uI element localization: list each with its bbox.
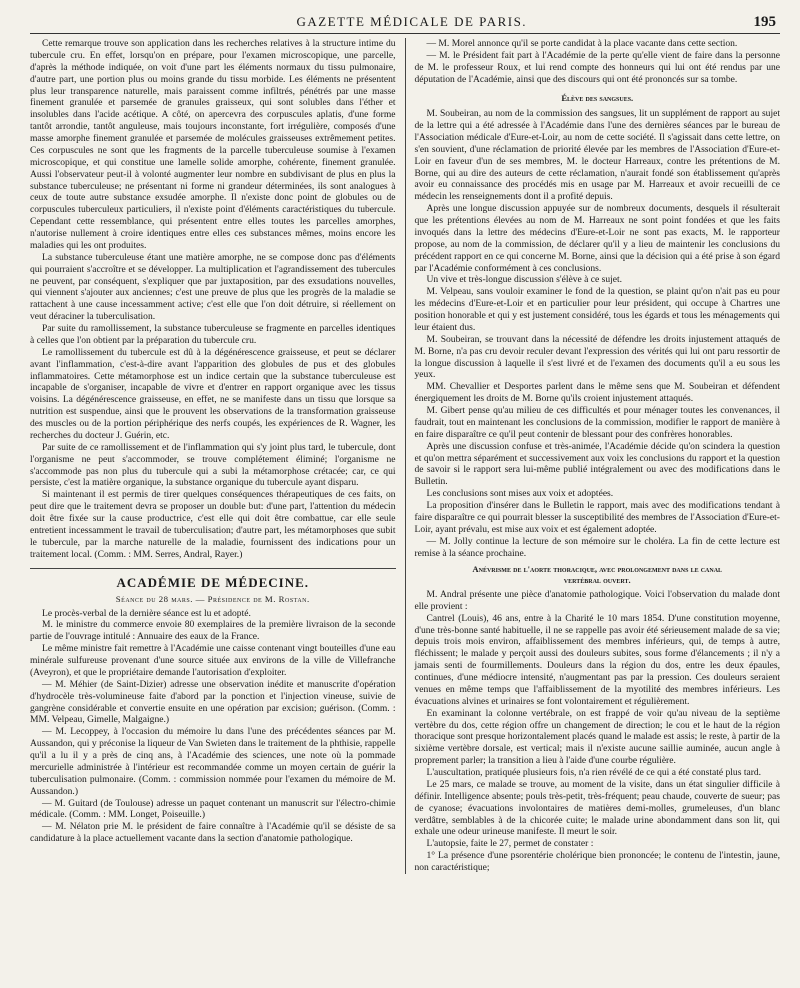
journal-title: GAZETTE MÉDICALE DE PARIS. — [296, 14, 528, 29]
paragraph: Après une discussion confuse et très-animée, l'Académie décide qu'on scindera la question et qu'on mettra séparément et successivement aux voix les conclusions du rapport et la question de savoir si le rapport sera lui-même publié intégralement ou avec des modifications dans le Bulletin. — [414, 440, 780, 488]
paragraph: Cette remarque trouve son application dans les recherches relatives à la structure intime du tubercule cru. En effet, lorsqu'on en prépare, pour l'examen microscopique, une parcelle, d'après la méthode indiquée, on voit d'une part les éléments normaux du tissu pulmonaire, d'autre part, une portion plus ou moins grande du tissu morbide. Les éléments ne présentent plus leur transparence naturelle, mais paraissent comme infiltrés, pénétrés par une masse finement granulée et parsemée de granules graisseux, qui sont solubles dans l'éther et insolubles dans l'acide acétique. A côté, on apercevra des corpuscules aplatis, d'une forme tantôt arrondie, tantôt anguleuse, mais toujours inconstante, fort irrégulière, composés d'une masse amorphe finement granulée et parsemée de molécules graisseuses extrêmement petites. Ces corpuscules ne sont que les fragments de la parcelle tuberculeuse soumise à l'examen microscopique, et qui constitue une lamelle solide amorphe, cohérente, finement granulée. Aussi l'observateur peut-il à volonté augmenter leur nombre en subdivisant de plus en plus la substance tuberculeuse; ne présentant ni forme ni grandeur déterminées, ils sont analogues à ceux de toute autre substance exsudée amorphe. Il n'existe donc point de globules ou de corpuscules tuberculeux particuliers, il n'existe point d'éléments caractéristiques du tubercule. Cependant cette ressemblance, qui présentent entre elles toutes les parcelles amorphes, n'autorise nullement à croire identiques entre elles ces substances mêmes, moins encore les maladies qui les ont produites. — [30, 38, 396, 251]
paragraph: Le ramollissement du tubercule est dû à la dégénérescence graisseuse, et peut se déclarer avant l'inflammation, c'est-à-dire avant l'apparition des globules de pus et des globules inflammatoires. Cette métamorphose est un indice certain que la substance tuberculeuse est incapable de s'organiser, incapable de vivre et d'entrer en rapport organique avec les tissus voisins. La dégénérescence graisseuse, en effet, ne se manifeste dans un tissu que lorsque sa nutrition est suspendue, ainsi que le prouvent les observations de la transformation graisseuse des muscles ou de la portion périphérique des nerfs coupés, les expériences de R. Wagner, les recherches du docteur J. Guérin, etc. — [30, 346, 396, 441]
page-number: 195 — [753, 14, 776, 30]
paragraph: Le même ministre fait remettre à l'Académie une caisse contenant vingt bouteilles d'une eau minérale sulfureuse provenant d'une source située aux environs de la ville de Villefranche (Aveyron), et que le propriétaire demande l'autorisation d'exploiter. — [30, 643, 396, 678]
paragraph: MM. Chevallier et Desportes parlent dans le même sens que M. Soubeiran et défendent énergiquement les droits de M. Borne qu'ils croient injustement attaqués. — [414, 381, 780, 405]
paragraph: L'autopsie, faite le 27, permet de constater : — [426, 838, 594, 850]
heading-leeches: Élève des sangsues. — [561, 92, 634, 103]
paragraph: Les conclusions sont mises aux voix et adoptées. — [426, 488, 614, 500]
paragraph: La substance tuberculeuse étant une matière amorphe, ne se compose donc pas d'éléments qui pourraient s'accroître et se développer. La multiplication et l'agrandissement des tubercules ne peuvent, par conséquent, s'expliquer que par juxtaposition, par des exsudations nouvelles, qui viennent s'ajouter aux anciennes; c'est une preuve de plus que les progrès de la maladie se rattachent à une cause incessamment active; c'est elle que l'on doit détruire, si réellement on veut déraciner la tuberculisation. — [30, 251, 396, 323]
paragraph: — M. Jolly continue la lecture de son mémoire sur le choléra. La fin de cette lecture est remise à la séance prochaine. — [414, 535, 780, 559]
paragraph: Cantrel (Louis), 46 ans, entre à la Charité le 10 mars 1854. D'une constitution moyenne, d'une très-bonne santé habituelle, il ne se rappelle pas avoir été sérieusement malade de sa vie; depuis trois mois environ, affaiblissement des membres inférieurs, qui, de temps à autre, fléchissent; le malade y perçoit aussi des douleurs subites, sous forme d'élancements ; il n'y a jamais senti de fourmillements. Douleurs dans la région du dos, entre les deux épaules, continues, d'une médiocre intensité, n'augmentant pas par la pression. Ces douleurs seraient venues en même temps que l'affaiblissement de la myotilité des membres inférieurs. Les évacuations alvines et urinaires se font volontairement et régulièrement. — [414, 612, 780, 707]
paragraph: — M. le Président fait part à l'Académie de la perte qu'elle vient de faire dans la personne de M. le professeur Roux, et lui rend compte des honneurs qui lui ont été rendus par une députation de l'Académie, ainsi que des discours qui ont été prononcés sur sa tombe. — [414, 49, 780, 85]
paragraph: L'auscultation, pratiquée plusieurs fois, n'a rien révélé de ce qui a été constaté plus tard. — [426, 767, 762, 779]
paragraph: M. Soubeiran, au nom de la commission des sangsues, lit un supplément de rapport au sujet de la lettre qui a été adressée à l'Académie dans l'une des dernières séances par le bureau de l'Association médicale d'Eure-et-Loir, au nom de cette société. Il s'agissait dans cette lettre, on s'en souvient, d'une réclamation de priorité élevée par les membres de l'Association d'Eure-et-Loir en faveur d'un de ses membres, M. le docteur Harreaux, contre les prétentions de M. Borne, qui au dire des auteurs de cette réclamation, n'aurait fondé son établissement qu'après avoir eu connaissance des procédés mis en usage par M. Harreaux et avoir recueilli de ce médecin les renseignements dont il a profité depuis. — [414, 108, 780, 203]
text-columns — [30, 38, 780, 874]
paragraph: Un vive et très-longue discussion s'élève à ce sujet. — [426, 274, 623, 286]
paragraph: — M. Nélaton prie M. le président de faire connaître à l'Académie qu'il se désiste de sa candidature à la place actuellement vacante dans la section d'anatomie pathologique. — [30, 821, 396, 845]
paragraph: — M. Méhier (de Saint-Dizier) adresse une observation inédite et manuscrite d'opération d'hydrocèle très-volumineuse faite d'abord par la ponction et l'injection vineuse, suivie de gangrène considérable et convertie ensuite en une opération par excision; guérison. (Comm. : MM. Velpeau, Gimelle, Malgaigne.) — [30, 678, 396, 726]
paragraph: 1° La présence d'une psorentérie cholérique bien prononcée; le contenu de l'intestin, jaune, non caractéristique; — [414, 850, 780, 874]
session-line: Séance du 28 mars. — Présidence de M. Rostan. — [115, 593, 310, 604]
paragraph: M. Gibert pense qu'au milieu de ces difficultés et pour ménager toutes les convenances, il faudrait, tout en maintenant les conclusions de la commission, modifier le rapport de manière à en faire disparaître ce qu'il peut contenir de blessant pour des confrères honorables. — [414, 405, 780, 440]
academy-title: ACADÉMIE DE MÉDECINE. — [116, 574, 310, 590]
paragraph: La proposition d'insérer dans le Bulletin le rapport, mais avec des modifications tendant à faire disparaître ce qui pourrait blesser la susceptibilité des membres de l'Association d'Eure-et-Loir, ayant prévalu, est mise aux voix et est également adoptée. — [414, 500, 780, 535]
paragraph: M. Velpeau, sans vouloir examiner le fond de la question, se plaint qu'on n'ait pas eu pour les médecins d'Eure-et-Loir et en particulier pour leur président, qui occupe à Chartres une position honorable et qui y est justement considéré, tous les égards et tous les ménagements qui leur étaient dus. — [414, 286, 780, 333]
paragraph: — M. Guitard (de Toulouse) adresse un paquet contenant un manuscrit sur l'électro-chimie médicale. (Comm. : MM. Longet, Poiseuille.) — [30, 797, 396, 821]
page-header — [30, 14, 780, 34]
paragraph: — M. Lecoppey, à l'occasion du mémoire lu dans l'une des précédentes séances par M. Aussandon, qui y préconise la liqueur de Van Swieten dans le traitement de la phthisie, rappelle qu'il a lu il y a près de cinq ans, à l'Académie des sciences, une note où la pommade mercurielle administrée à l'intérieur est recommandée comme un moyen certain de guérir la tuberculisation pulmonaire. (Comm. : commission nommée pour l'examen du mémoire de M. Aussandon.) — [30, 726, 396, 797]
paragraph: Par suite de ce ramollissement et de l'inflammation qui s'y joint plus tard, le tubercule, dont l'organisme ne peut s'accommoder, se trouve complétement éliminé; l'organisme ne s'accommode pas non plus du tubercule qui a subi la métamorphose crétacée; car, ce qui persiste, c'est la matière organique, la substance organique du tubercule ayant disparu. — [30, 441, 396, 489]
paragraph: Le procès-verbal de la dernière séance est lu et adopté. — [42, 607, 251, 619]
paragraph: Si maintenant il est permis de tirer quelques conséquences thérapeutiques de ces faits, on peut dire que le traitement devra se proposer un double but: d'une part, l'attention du médecin doit être fixée sur la cause productrice, c'est elle qui doit être combattue, car elle seule entretient incessamment le travail de tuberculisation; d'autre part, les métamorphoses que subit le tubercule, par la marche naturelle de la maladie, fournissent des indications pour un traitement local. (Comm. : MM. Serres, Andral, Rayer.) — [30, 489, 396, 560]
paragraph: M. Andral présente une pièce d'anatomie pathologique. Voici l'observation du malade dont elle provient : — [414, 588, 780, 612]
paragraph: M. le ministre du commerce envoie 80 exemplaires de la première livraison de la seconde partie de l'ouvrage intitulé : Annuaire des eaux de la France. — [30, 619, 396, 643]
section-divider — [30, 568, 396, 569]
paragraph: M. Soubeiran, se trouvant dans la nécessité de défendre les droits injustement attaqués de M. Borne, n'a pas cru devoir reculer devant l'expression des vérités qui lui ont paru ressortir de la longue discussion à laquelle il s'est livré et de l'examen des documents qu'il a eu sous les yeux. — [414, 333, 780, 381]
heading-aneurysm — [415, 564, 781, 585]
paragraph: — M. Morel annonce qu'il se porte candidat à la place vacante dans cette section. — [426, 38, 738, 49]
paragraph: En examinant la colonne vertébrale, on est frappé de voir qu'au niveau de la septième vertèbre du dos, cette région offre un changement de direction; le cou et le haut de la région thoracique sont presque horizontalement placés quand le malade est assis; le reste, à partir de la sixième vertèbre dorsale, est vertical; mais il n'existe aucune saillie auminée, aucun angle à proprement parler; la transition a lieu à l'aide d'une courbe régulière. — [414, 707, 780, 767]
heading-aneurysm-line-1: Anévrisme de l'aorte thoracique, avec prolongement dans le canal — [472, 564, 723, 575]
paragraph: Après une longue discussion appuyée sur de nombreux documents, desquels il résulterait que les prétentions élevées au nom de M. Harreaux ne sont point fondées et que les faits invoqués dans la lettre des médecins d'Eure-et-Loir ne sont pas exacts, M. le rapporteur propose, au nom de la commission, de déclarer qu'il y a lieu de maintenir les conclusions du précédent rapport en ce qui concerne M. Borne, ainsi que la décision qui a été prise à son égard par l'Académie conformément à ces conclusions. — [414, 203, 780, 274]
paragraph: Par suite du ramollissement, la substance tuberculeuse se fragmente en parcelles identiques à celles que l'on obtient par la préparation du tubercule cru. — [30, 323, 396, 346]
heading-aneurysm-line-2: vertébral ouvert. — [563, 575, 631, 586]
paragraph: Le 25 mars, ce malade se trouve, au moment de la visite, dans un état singulier difficile à définir. Intelligence absente; pouls très-petit, très-fréquent; peau chaude, couverte de sueur; pas de cyanose; évacuations involontaires de matières demi-molles, grumeleuses, d'un blanc verdâtre, semblables à de la chicorée cuite; le malade urine abondamment dans son lit, qui exhale une odeur urineuse manifeste. Il meurt le soir. — [414, 778, 780, 838]
left-column — [30, 38, 406, 874]
right-column — [406, 38, 781, 874]
